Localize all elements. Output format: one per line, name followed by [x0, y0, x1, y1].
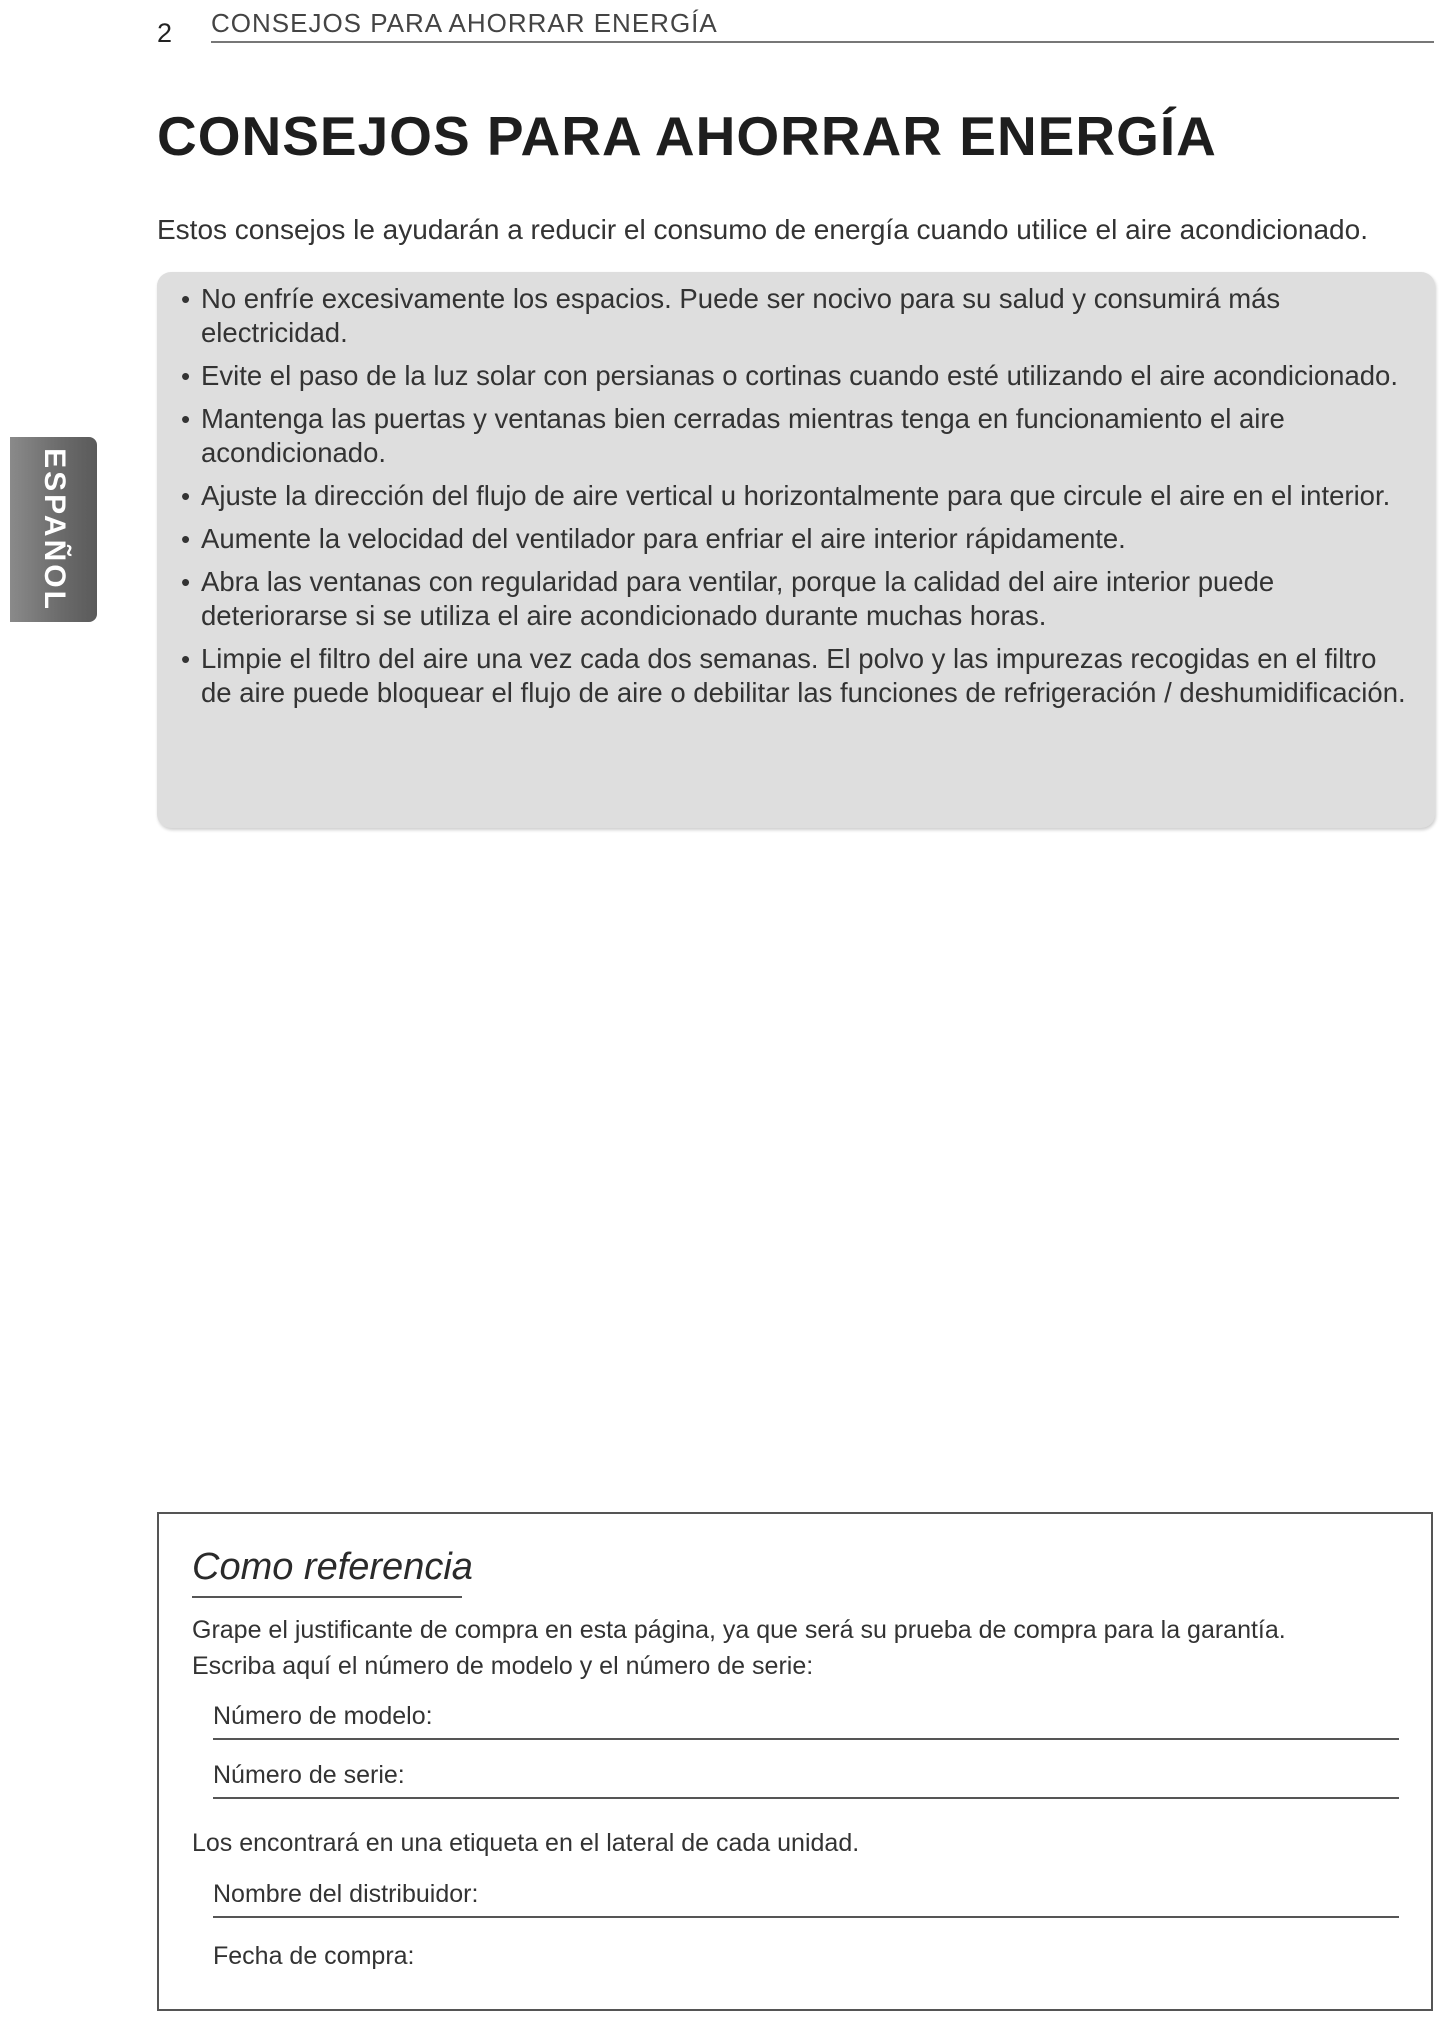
language-tab-label: ESPAÑOL [37, 447, 71, 612]
bullet-icon: • [181, 524, 191, 554]
model-number-field[interactable] [213, 1692, 1399, 1740]
purchase-date-field[interactable] [213, 1932, 1399, 1978]
tip-text: Mantenga las puertas y ventanas bien cerradas mientras tenga en funcionamiento el aire acondicionado. [201, 403, 1285, 468]
bullet-icon: • [181, 284, 191, 314]
reference-title-underline [192, 1596, 462, 1598]
tip-text: Evite el paso de la luz solar con persianas o cortinas cuando esté utilizando el aire acondicionado. [201, 360, 1398, 391]
tip-text: Aumente la velocidad del ventilador para enfriar el aire interior rápidamente. [201, 523, 1126, 554]
tips-panel [157, 272, 1435, 828]
tip-text: No enfríe excesivamente los espacios. Puede ser nocivo para su salud y consumirá más electricidad. [201, 283, 1281, 348]
tip-item [181, 642, 1411, 710]
bullet-icon: • [181, 404, 191, 434]
dealer-name-field[interactable] [213, 1870, 1399, 1918]
language-tab [10, 437, 97, 622]
serial-number-field[interactable] [213, 1751, 1399, 1799]
dealer-name-label: Nombre del distribuidor: [213, 1880, 479, 1908]
tip-text: Ajuste la dirección del flujo de aire vertical u horizontalmente para que circule el aire en el interior. [201, 480, 1391, 511]
bullet-icon: • [181, 567, 191, 597]
tip-item [181, 402, 1411, 470]
tips-list [181, 282, 1411, 719]
tip-item [181, 479, 1411, 513]
reference-instruction: Grape el justificante de compra en esta página, ya que será su prueba de compra para la garantía. [192, 1616, 1286, 1644]
bullet-icon: • [181, 644, 191, 674]
bullet-icon: • [181, 361, 191, 391]
reference-box [157, 1512, 1433, 2011]
page-header [150, 8, 1434, 48]
model-number-label: Número de modelo: [213, 1702, 433, 1730]
purchase-date-label: Fecha de compra: [213, 1942, 415, 1970]
running-title: CONSEJOS PARA AHORRAR ENERGÍA [211, 8, 718, 38]
tip-item [181, 565, 1411, 633]
tip-item [181, 522, 1411, 556]
serial-number-label: Número de serie: [213, 1761, 405, 1789]
page-title: CONSEJOS PARA AHORRAR ENERGÍA [157, 105, 1217, 167]
label-location-note: Los encontrará en una etiqueta en el lateral de cada unidad. [192, 1829, 860, 1857]
intro-text: Estos consejos le ayudarán a reducir el consumo de energía cuando utilice el aire acondicionado. [157, 214, 1368, 245]
tip-text: Abra las ventanas con regularidad para ventilar, porque la calidad del aire interior puede deteriorarse si se utiliza el aire acondicionado durante muchas horas. [201, 566, 1275, 631]
bullet-icon: • [181, 481, 191, 511]
reference-title: Como referencia [192, 1546, 473, 1588]
tip-text: Limpie el filtro del aire una vez cada dos semanas. El polvo y las impurezas recogidas en el filtro de aire puede bloquear el flujo de aire o debilitar las funciones de refrigeración / deshumidificación. [201, 643, 1406, 708]
tip-item [181, 282, 1411, 350]
header-rule [211, 41, 1434, 43]
reference-instruction: Escriba aquí el número de modelo y el número de serie: [192, 1652, 814, 1680]
tip-item [181, 359, 1411, 393]
page-number: 2 [157, 18, 173, 48]
